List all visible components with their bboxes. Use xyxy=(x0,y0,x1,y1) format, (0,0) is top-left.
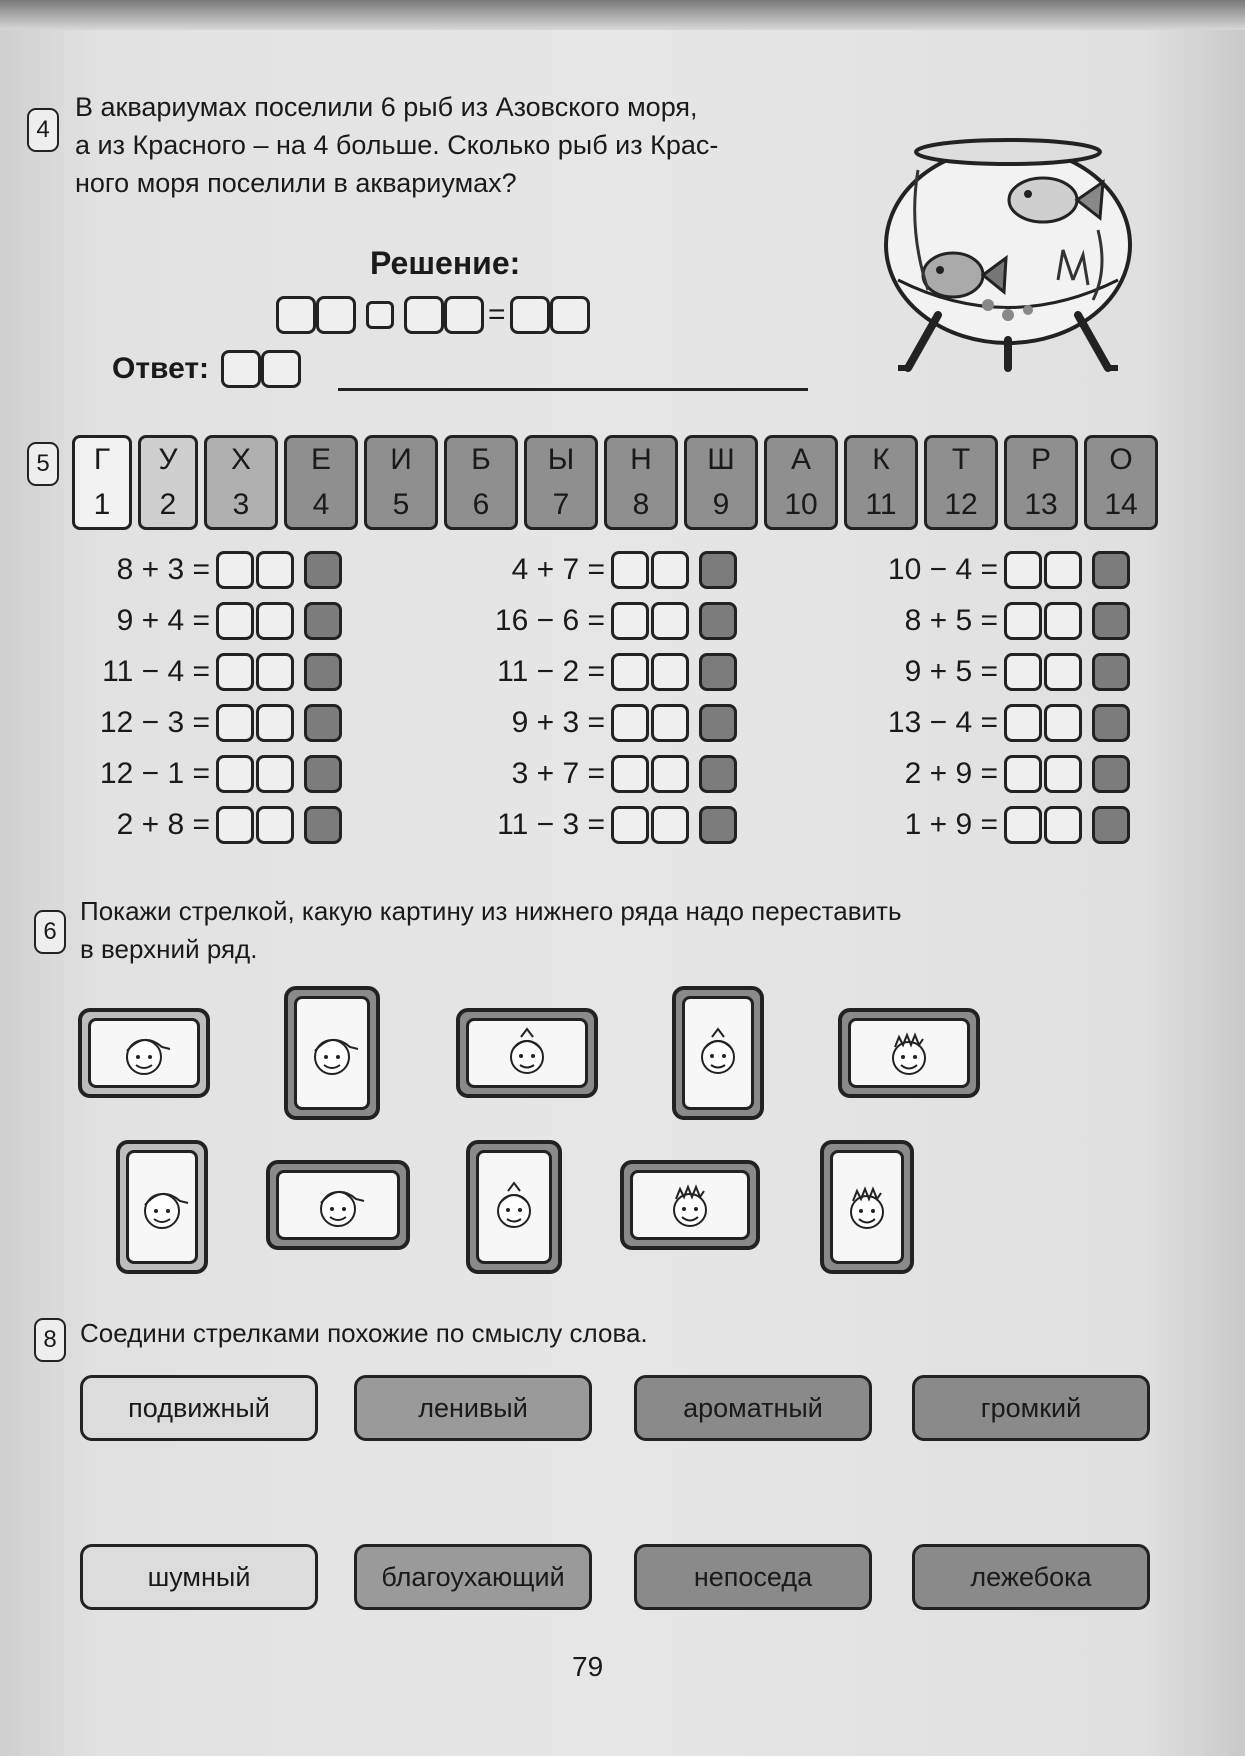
equation-row xyxy=(848,755,1130,793)
equation-expression: 2 + 8 = xyxy=(116,808,210,841)
equation-row xyxy=(60,806,342,844)
answer-boxes xyxy=(611,602,737,640)
digit-answer-box[interactable] xyxy=(611,806,649,844)
task-6-text xyxy=(80,892,902,968)
digit-answer-box[interactable] xyxy=(1004,602,1042,640)
letter-answer-box[interactable] xyxy=(304,806,342,844)
digit-answer-box[interactable] xyxy=(256,704,294,742)
digit-answer-box[interactable] xyxy=(651,806,689,844)
child-face-icon xyxy=(132,1179,192,1235)
equation-row xyxy=(60,602,342,640)
answer-boxes xyxy=(216,551,342,589)
card-number: 3 xyxy=(232,487,250,521)
answer-boxes xyxy=(216,653,342,691)
digit-answer-box[interactable] xyxy=(216,551,254,589)
letter-card xyxy=(284,435,358,530)
picture-frame[interactable] xyxy=(266,1160,410,1250)
letter-answer-box[interactable] xyxy=(1092,704,1130,742)
digit-answer-box[interactable] xyxy=(611,551,649,589)
child-face-icon xyxy=(302,1025,362,1081)
word-card[interactable]: шумный xyxy=(80,1544,318,1610)
card-number: 5 xyxy=(392,487,410,521)
task-8-text: Соедини стрелками похожие по смыслу слова. xyxy=(80,1318,648,1348)
child-face-icon xyxy=(484,1179,544,1235)
letter-answer-box[interactable] xyxy=(699,755,737,793)
task-8-number: 8 xyxy=(34,1318,66,1362)
word-card[interactable]: ароматный xyxy=(634,1375,872,1441)
letter-card xyxy=(684,435,758,530)
answer-boxes xyxy=(1004,704,1130,742)
equation-row xyxy=(60,653,342,691)
letter-answer-box[interactable] xyxy=(699,551,737,589)
equation-row xyxy=(848,653,1130,691)
digit-answer-box[interactable] xyxy=(216,806,254,844)
child-face-icon xyxy=(660,1177,720,1233)
word-card[interactable]: подвижный xyxy=(80,1375,318,1441)
word-card[interactable]: ленивый xyxy=(354,1375,592,1441)
letter-card xyxy=(1004,435,1078,530)
card-number: 9 xyxy=(712,487,730,521)
task-4-line-3: ного моря поселили в аквариумах? xyxy=(75,168,517,198)
letter-answer-box[interactable] xyxy=(304,602,342,640)
equation-row xyxy=(60,704,342,742)
equation-row xyxy=(848,806,1130,844)
equation-expression: 9 + 5 = xyxy=(904,655,998,688)
digit-answer-box[interactable] xyxy=(651,602,689,640)
equation-row xyxy=(455,653,737,691)
solution-box-5[interactable] xyxy=(510,296,550,334)
letter-card xyxy=(204,435,278,530)
digit-answer-box[interactable] xyxy=(256,602,294,640)
card-letter: Е xyxy=(310,443,331,477)
equation-expression: 11 − 2 = xyxy=(497,655,605,688)
task-6-number: 6 xyxy=(34,910,66,954)
child-face-icon xyxy=(837,1179,897,1235)
equation-row xyxy=(848,704,1130,742)
letter-card xyxy=(444,435,518,530)
scan-edge-shadow xyxy=(0,0,1245,30)
answer-boxes xyxy=(216,806,342,844)
answer-boxes xyxy=(611,653,737,691)
digit-answer-box[interactable] xyxy=(216,602,254,640)
digit-answer-box[interactable] xyxy=(1044,806,1082,844)
letter-answer-box[interactable] xyxy=(1092,653,1130,691)
letter-card xyxy=(524,435,598,530)
solution-box-4[interactable] xyxy=(444,296,484,334)
letter-answer-box[interactable] xyxy=(699,806,737,844)
card-number: 8 xyxy=(632,487,650,521)
letter-answer-box[interactable] xyxy=(304,551,342,589)
digit-answer-box[interactable] xyxy=(216,653,254,691)
card-number: 1 xyxy=(93,487,111,521)
answer-line[interactable] xyxy=(338,388,808,391)
picture-frame[interactable] xyxy=(116,1140,208,1274)
answer-boxes xyxy=(216,602,342,640)
card-letter: У xyxy=(158,443,178,477)
letter-answer-box[interactable] xyxy=(304,704,342,742)
answer-boxes xyxy=(216,704,342,742)
equation-expression: 11 − 3 = xyxy=(497,808,605,841)
card-number: 7 xyxy=(552,487,570,521)
word-card[interactable]: благоухающий xyxy=(354,1544,592,1610)
digit-answer-box[interactable] xyxy=(216,755,254,793)
equation-expression: 9 + 3 = xyxy=(511,706,605,739)
letter-answer-box[interactable] xyxy=(1092,551,1130,589)
card-letter: О xyxy=(1109,443,1133,477)
card-number: 4 xyxy=(312,487,330,521)
digit-answer-box[interactable] xyxy=(651,704,689,742)
letter-answer-box[interactable] xyxy=(699,602,737,640)
letter-card xyxy=(604,435,678,530)
equation-expression: 11 − 4 = xyxy=(102,655,210,688)
picture-frame[interactable] xyxy=(838,1008,980,1098)
child-face-icon xyxy=(308,1177,368,1233)
card-number: 13 xyxy=(1024,487,1058,521)
card-letter: Б xyxy=(471,443,491,477)
equation-expression: 2 + 9 = xyxy=(904,757,998,790)
letter-card xyxy=(844,435,918,530)
card-letter: Ы xyxy=(547,443,575,477)
letter-card xyxy=(764,435,838,530)
equation-expression: 1 + 9 = xyxy=(904,808,998,841)
equation-row xyxy=(455,602,737,640)
task-4-text xyxy=(75,88,718,202)
equation-row xyxy=(455,704,737,742)
answer-boxes xyxy=(1004,551,1130,589)
answer-boxes xyxy=(1004,653,1130,691)
task-6-line-1: Покажи стрелкой, какую картину из нижнего ряда надо переставить xyxy=(80,896,902,926)
aquarium-illustration xyxy=(868,130,1148,375)
digit-answer-box[interactable] xyxy=(651,755,689,793)
child-face-icon xyxy=(497,1025,557,1081)
equation-expression: 8 + 3 = xyxy=(116,553,210,586)
card-letter: К xyxy=(872,443,890,477)
picture-frame[interactable] xyxy=(620,1160,760,1250)
card-letter: Ш xyxy=(707,443,735,477)
child-face-icon xyxy=(114,1025,174,1081)
card-letter: Х xyxy=(230,443,251,477)
solution-box-6[interactable] xyxy=(550,296,590,334)
equation-expression: 9 + 4 = xyxy=(116,604,210,637)
digit-answer-box[interactable] xyxy=(1044,551,1082,589)
letter-card xyxy=(364,435,438,530)
card-letter: Н xyxy=(630,443,652,477)
digit-answer-box[interactable] xyxy=(216,704,254,742)
page-number: 79 xyxy=(572,1651,604,1682)
card-letter: Т xyxy=(951,443,971,477)
letter-cards xyxy=(72,435,1158,530)
digit-answer-box[interactable] xyxy=(1004,755,1042,793)
card-number: 14 xyxy=(1104,487,1138,521)
equation-row xyxy=(455,755,737,793)
digit-answer-box[interactable] xyxy=(611,602,649,640)
letter-answer-box[interactable] xyxy=(1092,602,1130,640)
child-face-icon xyxy=(879,1025,939,1081)
answer-boxes xyxy=(611,551,737,589)
child-face-icon xyxy=(688,1025,748,1081)
digit-answer-box[interactable] xyxy=(1044,755,1082,793)
answer-boxes xyxy=(216,755,342,793)
solution-label: Решение: xyxy=(370,245,521,281)
equation-expression: 3 + 7 = xyxy=(511,757,605,790)
picture-frame[interactable] xyxy=(672,986,764,1120)
answer-boxes xyxy=(1004,806,1130,844)
solution-box-1[interactable] xyxy=(276,296,316,334)
digit-answer-box[interactable] xyxy=(611,653,649,691)
solution-equation xyxy=(276,296,590,334)
task-4-number: 4 xyxy=(27,108,59,152)
digit-answer-box[interactable] xyxy=(256,653,294,691)
answer-label: Ответ: xyxy=(112,352,210,385)
word-card[interactable]: непоседа xyxy=(634,1544,872,1610)
digit-answer-box[interactable] xyxy=(1044,602,1082,640)
card-letter: И xyxy=(390,443,412,477)
letter-answer-box[interactable] xyxy=(699,704,737,742)
digit-answer-box[interactable] xyxy=(1004,704,1042,742)
equation-expression: 13 − 4 = xyxy=(887,706,998,739)
answer-boxes xyxy=(611,704,737,742)
digit-answer-box[interactable] xyxy=(1004,653,1042,691)
picture-frame[interactable] xyxy=(78,1008,210,1098)
equation-row xyxy=(848,602,1130,640)
solution-box-3[interactable] xyxy=(404,296,444,334)
answer-boxes xyxy=(611,806,737,844)
digit-answer-box[interactable] xyxy=(256,755,294,793)
card-number: 12 xyxy=(944,487,978,521)
equation-row xyxy=(60,755,342,793)
letter-answer-box[interactable] xyxy=(304,653,342,691)
equation-row xyxy=(60,551,342,589)
digit-answer-box[interactable] xyxy=(651,551,689,589)
equation-row xyxy=(455,551,737,589)
picture-frame[interactable] xyxy=(820,1140,914,1274)
letter-answer-box[interactable] xyxy=(1092,755,1130,793)
task-4-line-2: а из Красного – на 4 больше. Сколько рыб из Крас- xyxy=(75,130,719,160)
equation-expression: 8 + 5 = xyxy=(904,604,998,637)
card-number: 2 xyxy=(159,487,177,521)
card-number: 11 xyxy=(865,487,897,521)
digit-answer-box[interactable] xyxy=(651,653,689,691)
equation-expression: 10 − 4 = xyxy=(887,553,998,586)
picture-frame[interactable] xyxy=(466,1140,562,1274)
equation-row xyxy=(455,806,737,844)
letter-answer-box[interactable] xyxy=(1092,806,1130,844)
letter-card xyxy=(1084,435,1158,530)
digit-answer-box[interactable] xyxy=(256,806,294,844)
equation-expression: 12 − 1 = xyxy=(99,757,210,790)
equation-expression: 12 − 3 = xyxy=(99,706,210,739)
equation-expression: 4 + 7 = xyxy=(511,553,605,586)
card-letter: Г xyxy=(93,443,111,477)
answer-box-2[interactable] xyxy=(261,350,301,388)
card-letter: А xyxy=(790,443,811,477)
equation-expression: 16 − 6 = xyxy=(494,604,605,637)
task-4-line-1: В аквариумах поселили 6 рыб из Азовского моря, xyxy=(75,92,698,122)
letter-card xyxy=(138,435,198,530)
card-number: 10 xyxy=(784,487,818,521)
word-card[interactable]: громкий xyxy=(912,1375,1150,1441)
equation-row xyxy=(848,551,1130,589)
task-6-line-2: в верхний ряд. xyxy=(80,934,258,964)
digit-answer-box[interactable] xyxy=(1004,806,1042,844)
task-5-number: 5 xyxy=(27,442,59,486)
letter-answer-box[interactable] xyxy=(304,755,342,793)
digit-answer-box[interactable] xyxy=(1044,653,1082,691)
digit-answer-box[interactable] xyxy=(611,755,649,793)
digit-answer-box[interactable] xyxy=(1004,551,1042,589)
equals-sign: = xyxy=(488,298,506,331)
picture-frame[interactable] xyxy=(284,986,380,1120)
answer-row xyxy=(112,350,301,388)
answer-boxes xyxy=(1004,755,1130,793)
answer-boxes xyxy=(611,755,737,793)
solution-box-2[interactable] xyxy=(316,296,356,334)
word-card[interactable]: лежебока xyxy=(912,1544,1150,1610)
digit-answer-box[interactable] xyxy=(611,704,649,742)
letter-answer-box[interactable] xyxy=(699,653,737,691)
letter-card xyxy=(72,435,132,530)
digit-answer-box[interactable] xyxy=(1044,704,1082,742)
picture-frame[interactable] xyxy=(456,1008,598,1098)
operation-box[interactable] xyxy=(366,301,394,329)
answer-box-1[interactable] xyxy=(221,350,261,388)
answer-boxes xyxy=(1004,602,1130,640)
letter-card xyxy=(924,435,998,530)
card-number: 6 xyxy=(472,487,490,521)
digit-answer-box[interactable] xyxy=(256,551,294,589)
card-letter: Р xyxy=(1030,443,1051,477)
